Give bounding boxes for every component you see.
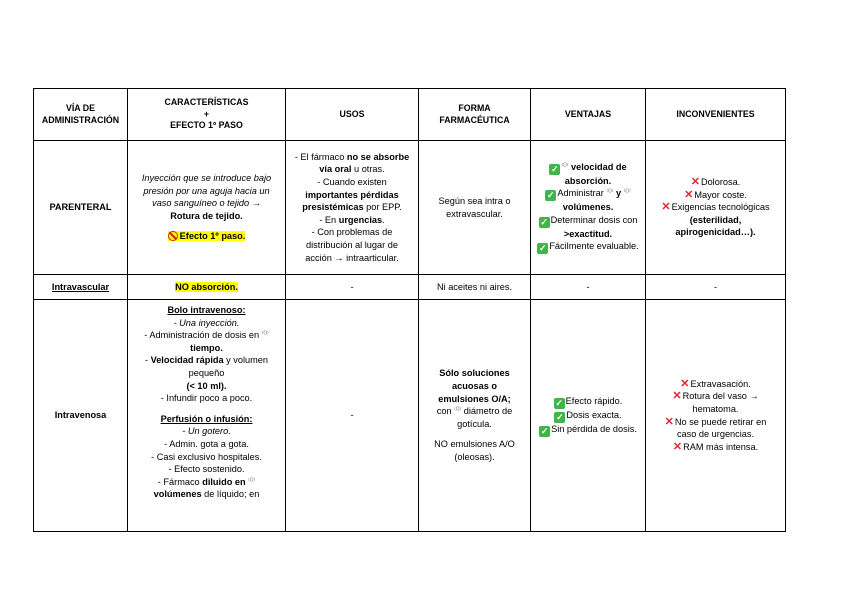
header-caracteristicas: CARACTERÍSTICAS + EFECTO 1º PASO — [128, 89, 286, 141]
row-intravenosa — [34, 300, 786, 532]
inconvenientes-intravascular: - — [646, 275, 786, 300]
forma-intravenosa: Sólo soluciones acuosas o emulsiones O/A; con $^{^(ᴼ^)}$ diámetro de gotícula. NO emulsiones A/O (oleosas). — [419, 300, 531, 532]
header-row — [34, 89, 786, 141]
decrease-icon: ⁽ᴼ⁾ — [261, 331, 269, 339]
check-icon: ✓ — [539, 243, 547, 254]
cross-icon: ✕ — [661, 201, 671, 214]
row-intravascular — [34, 275, 786, 300]
via-parenteral: PARENTERAL — [34, 141, 128, 275]
ventajas-intravenosa: ✓ Efecto rápido. ✓ Dosis exacta. ✓ Sin pérdida de dosis. — [531, 300, 646, 532]
cross-icon: ✕ — [664, 415, 674, 428]
caracteristicas-parenteral: Inyección que se introduce bajo presión por una aguja hacia un vaso sanguíneo o tejido → Rotura de tejido. Efecto 1º paso. — [128, 141, 286, 275]
via-intravascular: Intravascular — [34, 275, 128, 300]
check-icon: ✓ — [540, 216, 548, 227]
caracteristicas-intravenosa: Bolo intravenoso: - Una inyección. - Administración de dosis en $^{^(ᴼ^)}$ tiempo. - Velocidad rápida y volumen pequeño (< 10 ml). - Infundir poco a poco. Perfusión o infusión: - Un gotero. - Admin. gota a gota. - Casi exclusivo hospitales. - Efecto sostenido. - Fármaco diluido en $^{^(ᴼ^)}$ volúmenes de líquido; en — [128, 300, 286, 532]
ventajas-intravascular: - — [531, 275, 646, 300]
increase-icon: ⁽ᴼ⁾ — [606, 189, 614, 197]
caracteristicas-intravascular: NO absorción. — [128, 275, 286, 300]
cross-icon: ✕ — [672, 440, 683, 453]
inconvenientes-intravenosa: ✕Extravasación. ✕Rotura del vaso → hematoma. ✕No se puede retirar en caso de urgencias. ✕RAM más intensa. — [646, 300, 786, 532]
cross-icon: ✕ — [672, 390, 682, 403]
check-icon: ✓ — [555, 397, 563, 408]
check-icon: ✓ — [556, 411, 564, 422]
check-icon: ✓ — [540, 425, 549, 436]
cross-icon: ✕ — [684, 188, 694, 201]
header-inconvenientes: INCONVENIENTES — [646, 89, 786, 141]
usos-intravenosa: - — [286, 300, 419, 532]
increase-icon: ⁽ᴼ⁾ — [561, 162, 569, 170]
usos-parenteral: - El fármaco no se absorbe vía oral u otras. - Cuando existen importantes pérdidas presistémicas por EPP. - En urgencias. - Con problemas de distribución al lugar de acción → intraarticular. — [286, 141, 419, 275]
row-parenteral — [34, 141, 786, 275]
decrease-icon: ⁽ᴼ⁾ — [623, 189, 631, 197]
header-usos: USOS — [286, 89, 419, 141]
inconvenientes-parenteral: ✕Dolorosa. ✕Mayor coste. ✕Exigencias tecnológicas (esterilidad, apirogenicidad…). — [646, 141, 786, 275]
increase-icon: ⁽ᴼ⁾ — [248, 477, 256, 485]
no-entry-icon — [168, 231, 178, 241]
check-icon: ✓ — [547, 190, 555, 201]
efecto-primer-paso-highlight: Efecto 1º paso. — [168, 231, 246, 241]
forma-intravascular: Ni aceites ni aires. — [419, 275, 531, 300]
forma-parenteral: Según sea intra o extravascular. — [419, 141, 531, 275]
header-via: VÍA DE ADMINISTRACIÓN — [34, 89, 128, 141]
cross-icon: ✕ — [690, 176, 700, 189]
cross-icon: ✕ — [680, 377, 690, 390]
ventajas-parenteral: ✓ $^{^(ᴼ^)}$ velocidad de absorción. ✓ Administrar $^{^(ᴼ^)}$ y $^{^(ᴼ^)}$ volúmenes. ✓ Determinar dosis con >exactitud. ✓ Fácilmente evaluable. — [531, 141, 646, 275]
decrease-icon: ⁽ᴼ⁾ — [454, 407, 462, 415]
usos-intravascular: - — [286, 275, 419, 300]
check-icon: ✓ — [551, 163, 559, 174]
header-ventajas: VENTAJAS — [531, 89, 646, 141]
header-forma: FORMA FARMACÉUTICA — [419, 89, 531, 141]
via-intravenosa: Intravenosa — [34, 300, 128, 532]
administration-routes-table — [33, 88, 786, 532]
